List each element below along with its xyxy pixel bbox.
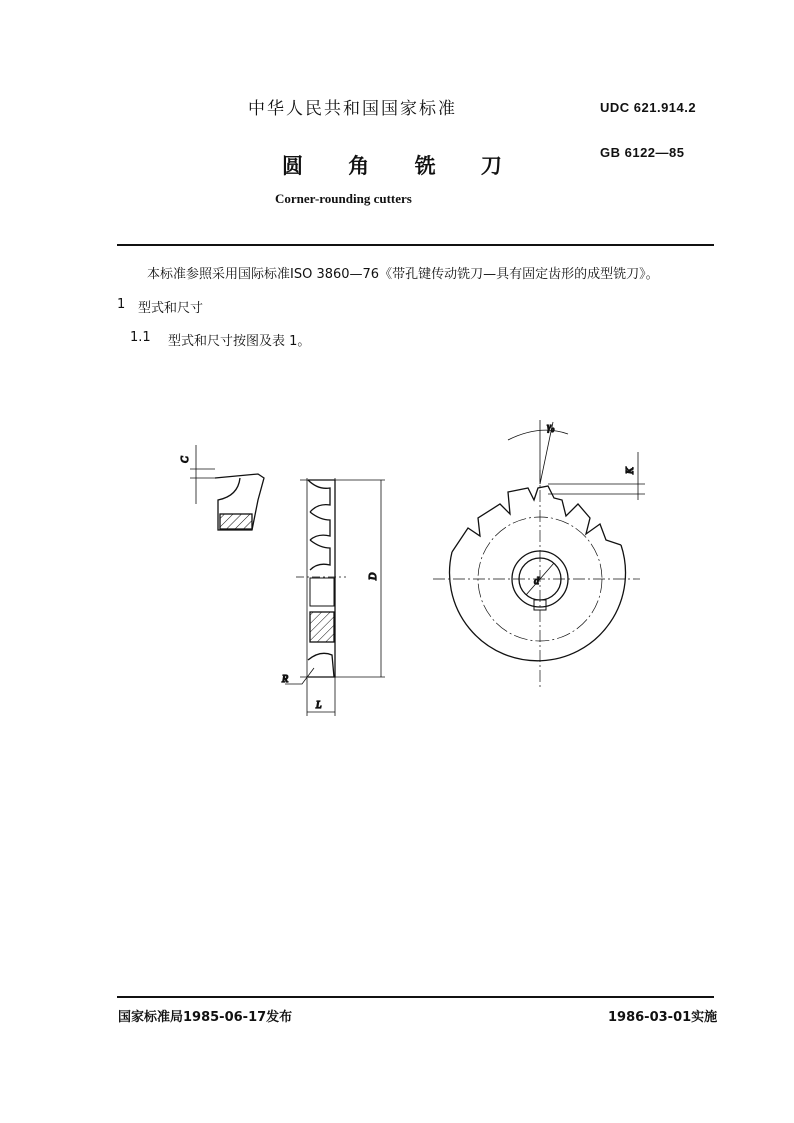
dim-c-label: C xyxy=(180,456,191,463)
subsection-text: 型式和尺寸按图及表 1。 xyxy=(168,334,311,349)
front-view xyxy=(433,420,645,690)
side-section-view xyxy=(281,478,385,716)
gamma-angle-label: γ₀ xyxy=(547,422,555,433)
profile-detail-view xyxy=(180,445,264,530)
issue-date: 国家标准局1985-06-17发布 xyxy=(118,1010,293,1025)
dim-l-label: L xyxy=(316,700,322,711)
subsection-number: 1.1 xyxy=(130,330,151,345)
dim-r-label: R xyxy=(282,674,289,685)
footer-divider xyxy=(117,996,714,998)
document-title-cn: 圆 角 铣 刀 xyxy=(282,154,521,178)
section-title: 型式和尺寸 xyxy=(138,301,204,316)
dim-d-label: D xyxy=(368,572,379,580)
dim-k-label: K xyxy=(625,467,636,474)
section-number: 1 xyxy=(117,297,126,312)
effective-date: 1986-03-01实施 xyxy=(608,1010,718,1025)
document-title-en: Corner-rounding cutters xyxy=(275,191,412,206)
standard-number: GB 6122—85 xyxy=(600,145,685,160)
dim-d-bore-label: d xyxy=(534,576,539,587)
standard-organization: 中华人民共和国国家标准 xyxy=(248,99,457,119)
udc-code: UDC 621.914.2 xyxy=(600,100,697,115)
intro-paragraph: 本标准参照采用国际标准ISO 3860—76《带孔键传动铣刀—具有固定齿形的成型铣刀》。 xyxy=(147,267,659,282)
